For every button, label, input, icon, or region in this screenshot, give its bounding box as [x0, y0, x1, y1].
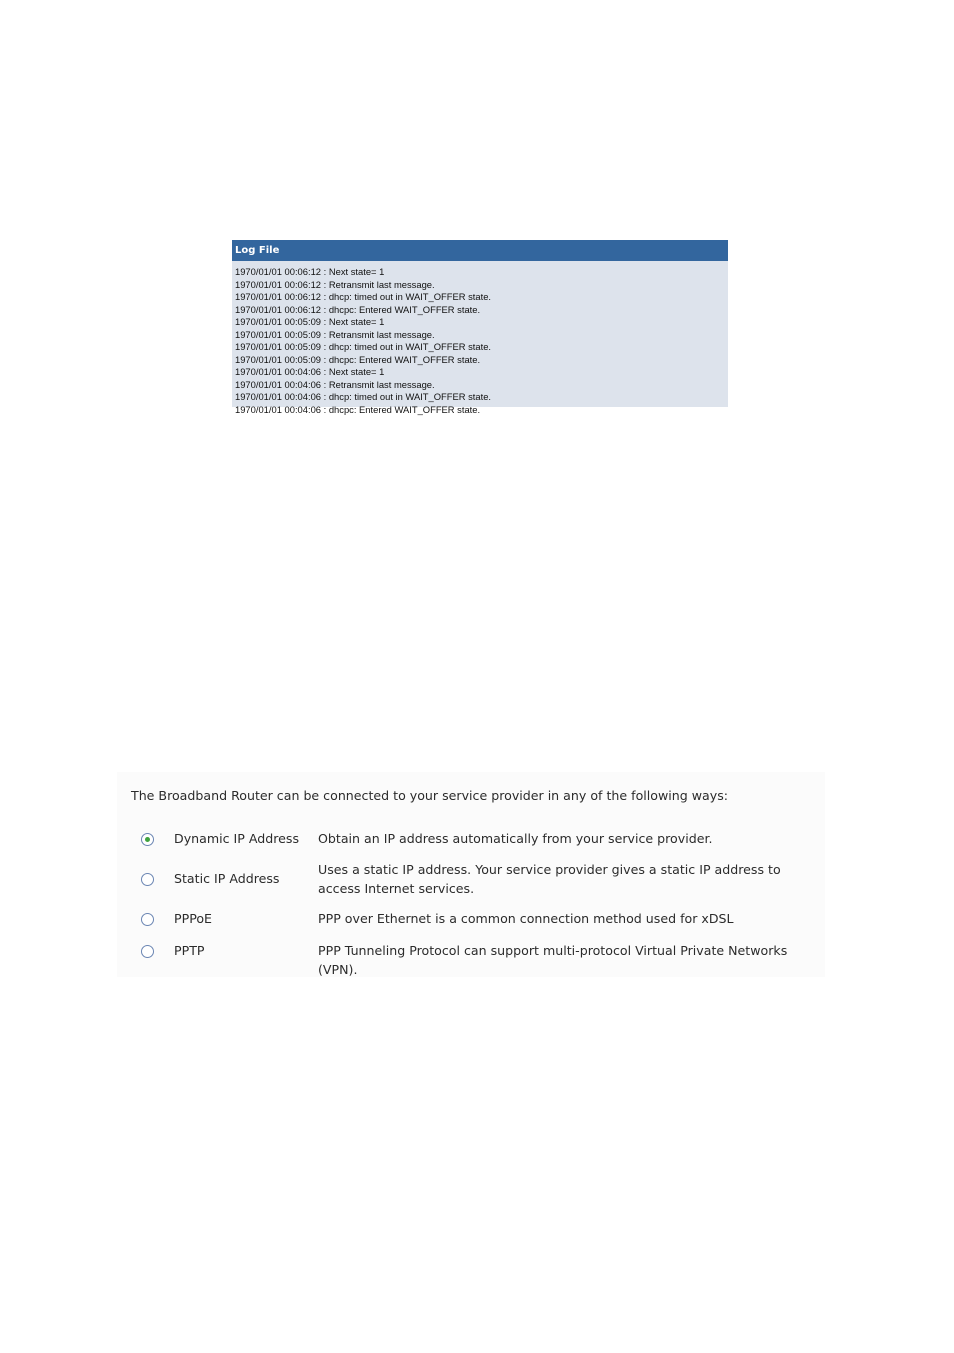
dynamic-ip-radio[interactable] [141, 833, 154, 846]
log-entry: 1970/01/01 00:05:09 : Retransmit last message. [235, 328, 435, 340]
static-ip-label[interactable]: Static IP Address [174, 871, 280, 886]
log-entry: 1970/01/01 00:05:09 : dhcpc: Entered WAIT_OFFER state. [235, 353, 481, 365]
log-file-panel [232, 240, 728, 415]
log-entries-list[interactable] [235, 266, 728, 415]
log-entry: 1970/01/01 00:06:12 : dhcp: timed out in WAIT_OFFER state. [235, 291, 492, 302]
wan-intro-text: The Broadband Router can be connected to your service provider in any of the following ways: [131, 788, 729, 803]
pptp-label[interactable]: PPTP [174, 943, 205, 958]
log-entry: 1970/01/01 00:06:12 : dhcpc: Entered WAIT_OFFER state. [235, 303, 481, 315]
log-entry: 1970/01/01 00:06:12 : Next state= 1 [235, 266, 385, 277]
log-file-title: Log File [232, 240, 728, 261]
log-entry: 1970/01/01 00:05:09 : dhcp: timed out in WAIT_OFFER state. [235, 341, 492, 352]
log-entry: 1970/01/01 00:04:06 : Next state= 1 [235, 366, 385, 377]
static-ip-radio[interactable] [141, 873, 154, 886]
log-entry: 1970/01/01 00:04:06 : dhcpc: Entered WAIT_OFFER state. [235, 403, 481, 415]
pppoe-label[interactable]: PPPoE [174, 911, 212, 926]
pptp-radio[interactable] [141, 945, 154, 958]
pppoe-description: PPP over Ethernet is a common connection method used for xDSL [318, 911, 734, 926]
dynamic-ip-label[interactable]: Dynamic IP Address [174, 831, 300, 846]
static-ip-description: Uses a static IP address. Your service provider gives a static IP address to access Internet services. [318, 862, 781, 896]
pptp-description: PPP Tunneling Protocol can support multi-protocol Virtual Private Networks (VPN). [318, 943, 788, 977]
log-entry: 1970/01/01 00:05:09 : Next state= 1 [235, 316, 385, 327]
log-entry: 1970/01/01 00:06:12 : Retransmit last message. [235, 278, 435, 290]
log-entry: 1970/01/01 00:04:06 : dhcp: timed out in WAIT_OFFER state. [235, 391, 492, 402]
log-entry: 1970/01/01 00:04:06 : Retransmit last message. [235, 378, 435, 390]
wan-connection-type-panel [117, 772, 825, 977]
pppoe-radio[interactable] [141, 913, 154, 926]
dynamic-ip-description: Obtain an IP address automatically from your service provider. [318, 831, 713, 846]
